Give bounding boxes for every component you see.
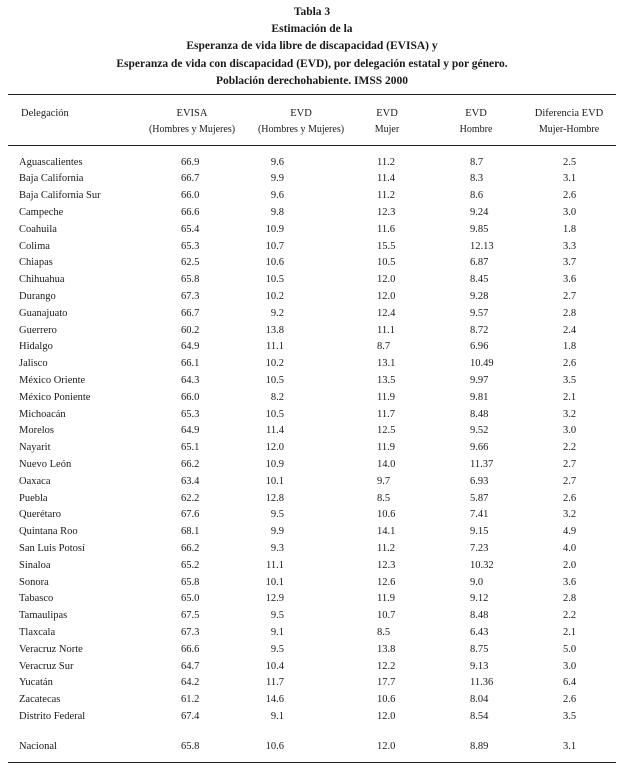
cell-diferencia: 3.0 — [563, 206, 577, 218]
cell-diferencia: 1.8 — [563, 341, 577, 353]
cell-evisa: 66.0 — [181, 190, 200, 202]
cell-evd-mujer: 12.0 — [377, 290, 396, 302]
cell-evd-mujer: 12.5 — [377, 425, 396, 437]
cell-evisa: 60.2 — [181, 324, 200, 336]
cell-evd-hombre: 9.85 — [470, 223, 489, 235]
cell-delegacion: Jalisco — [19, 358, 48, 370]
header-evd-total: EVD (Hombres y Mujeres) — [257, 108, 345, 135]
total-diferencia: 3.1 — [563, 741, 577, 752]
cell-evd: 10.2 — [265, 358, 284, 370]
caption-line: Población derechohabiente. IMSS 2000 — [215, 74, 409, 87]
cell-evd-hombre: 9.15 — [470, 526, 489, 538]
header-evd-mujer: EVD Mujer — [374, 108, 400, 135]
cell-evd-mujer: 11.2 — [377, 190, 395, 202]
cell-evd: 9.2 — [270, 307, 284, 319]
cell-evd: 9.6 — [270, 156, 284, 168]
table-row — [0, 272, 624, 289]
cell-diferencia: 2.7 — [563, 475, 577, 487]
cell-evd: 11.1 — [266, 341, 284, 353]
header-evisa: EVISA (Hombres y Mujeres) — [148, 108, 236, 135]
cell-evd-hombre: 7.23 — [470, 542, 489, 554]
table-row — [0, 407, 624, 424]
cell-evisa: 66.1 — [181, 358, 200, 370]
cell-evd-mujer: 12.3 — [377, 559, 396, 571]
cell-evd-hombre: 8.48 — [470, 408, 489, 420]
total-row — [0, 739, 624, 756]
table-row — [0, 306, 624, 323]
table-row — [0, 507, 624, 524]
cell-delegacion: Querétaro — [19, 509, 61, 521]
cell-evd-hombre: 9.97 — [470, 374, 489, 386]
total-evisa: 65.8 — [181, 741, 200, 752]
cell-evd-hombre: 8.75 — [470, 643, 489, 655]
cell-delegacion: San Luis Potosí — [19, 542, 85, 554]
cell-delegacion: México Oriente — [19, 374, 86, 386]
cell-evd-hombre: 9.0 — [470, 576, 484, 588]
cell-diferencia: 2.7 — [563, 458, 577, 470]
table-row — [0, 188, 624, 205]
cell-evisa: 66.7 — [181, 173, 200, 185]
cell-evd-hombre: 12.13 — [470, 240, 494, 252]
cell-evd-hombre: 9.52 — [470, 425, 489, 437]
cell-evd-hombre: 6.87 — [470, 257, 489, 269]
cell-delegacion: Veracruz Sur — [19, 660, 74, 672]
cell-evd-mujer: 8.7 — [377, 341, 391, 353]
table-row — [0, 558, 624, 575]
cell-delegacion: Yucatán — [19, 677, 53, 689]
table-row — [0, 692, 624, 709]
cell-evd: 9.1 — [270, 710, 284, 722]
cell-evisa: 66.6 — [181, 206, 200, 218]
table-label: Tabla 3 — [293, 6, 331, 18]
cell-evisa: 65.3 — [181, 408, 200, 420]
cell-diferencia: 2.2 — [563, 442, 577, 454]
cell-evd: 10.5 — [265, 274, 284, 286]
cell-evd: 12.9 — [265, 593, 284, 605]
cell-evisa: 64.9 — [181, 425, 200, 437]
cell-delegacion: Sonora — [19, 576, 49, 588]
table-row — [0, 675, 624, 692]
cell-delegacion: Coahuila — [19, 223, 57, 235]
cell-evisa: 64.7 — [181, 660, 200, 672]
cell-evd: 9.9 — [270, 173, 284, 185]
cell-diferencia: 3.6 — [563, 274, 577, 286]
cell-diferencia: 3.5 — [563, 710, 577, 722]
cell-evd-hombre: 8.72 — [470, 324, 489, 336]
cell-delegacion: Sinaloa — [19, 559, 51, 571]
table-row — [0, 591, 624, 608]
cell-diferencia: 4.0 — [563, 542, 577, 554]
cell-evisa: 68.1 — [181, 526, 200, 538]
cell-evd-hombre: 9.57 — [470, 307, 489, 319]
cell-evd: 10.7 — [265, 240, 284, 252]
header-rule — [8, 145, 616, 146]
caption-line: Estimación de la — [271, 23, 353, 36]
cell-evd: 9.8 — [270, 206, 284, 218]
table-row — [0, 608, 624, 625]
total-evd-hombre: 8.89 — [470, 741, 489, 752]
cell-evd-hombre: 8.04 — [470, 694, 489, 706]
cell-delegacion: México Poniente — [19, 391, 91, 403]
table-row — [0, 255, 624, 272]
cell-evd-mujer: 11.2 — [377, 156, 395, 168]
cell-evd-hombre: 6.96 — [470, 341, 489, 353]
cell-delegacion: Chiapas — [19, 257, 53, 269]
table-row — [0, 339, 624, 356]
cell-evd-hombre: 8.45 — [470, 274, 489, 286]
cell-delegacion: Quintana Roo — [19, 526, 78, 538]
cell-evd-hombre: 9.81 — [470, 391, 489, 403]
cell-delegacion: Tlaxcala — [19, 626, 56, 638]
cell-delegacion: Campeche — [19, 206, 64, 218]
cell-evd-mujer: 10.5 — [377, 257, 396, 269]
cell-diferencia: 5.0 — [563, 643, 577, 655]
total-evd-mujer: 12.0 — [377, 741, 396, 752]
cell-evd-mujer: 11.9 — [377, 391, 395, 403]
cell-evisa: 66.2 — [181, 458, 200, 470]
cell-evisa: 62.5 — [181, 257, 200, 269]
table-row — [0, 659, 624, 676]
table-row — [0, 440, 624, 457]
cell-evd: 10.5 — [265, 374, 284, 386]
caption-line: Esperanza de vida con discapacidad (EVD), por delegación estatal y por género. — [116, 57, 508, 70]
cell-evisa: 65.8 — [181, 274, 200, 286]
cell-evisa: 67.3 — [181, 626, 200, 638]
cell-delegacion: Guanajuato — [19, 307, 68, 319]
cell-diferencia: 1.8 — [563, 223, 577, 235]
cell-diferencia: 2.8 — [563, 307, 577, 319]
cell-evisa: 67.5 — [181, 610, 200, 622]
cell-evd-mujer: 10.6 — [377, 694, 396, 706]
cell-delegacion: Aguascalientes — [19, 156, 83, 168]
cell-delegacion: Hidalgo — [19, 341, 53, 353]
cell-evisa: 66.7 — [181, 307, 200, 319]
cell-evd: 9.5 — [270, 509, 284, 521]
cell-diferencia: 3.0 — [563, 660, 577, 672]
table-row — [0, 457, 624, 474]
cell-evisa: 62.2 — [181, 492, 200, 504]
cell-diferencia: 6.4 — [563, 677, 577, 689]
cell-evisa: 65.0 — [181, 593, 200, 605]
cell-diferencia: 2.5 — [563, 156, 577, 168]
cell-diferencia: 4.9 — [563, 526, 577, 538]
cell-evd-mujer: 10.7 — [377, 610, 396, 622]
cell-evd-hombre: 6.43 — [470, 626, 489, 638]
cell-evd: 10.6 — [265, 257, 284, 269]
cell-evd: 14.6 — [265, 694, 284, 706]
cell-evd-mujer: 12.3 — [377, 206, 396, 218]
cell-evd-mujer: 12.6 — [377, 576, 396, 588]
cell-evd: 9.5 — [270, 643, 284, 655]
cell-diferencia: 2.8 — [563, 593, 577, 605]
cell-diferencia: 3.5 — [563, 374, 577, 386]
cell-evd-hombre: 9.12 — [470, 593, 489, 605]
cell-evd: 10.4 — [265, 660, 284, 672]
cell-evisa: 65.8 — [181, 576, 200, 588]
cell-evd-mujer: 12.4 — [377, 307, 396, 319]
cell-evisa: 63.4 — [181, 475, 200, 487]
cell-evd-hombre: 11.37 — [470, 458, 494, 470]
table-row — [0, 423, 624, 440]
total-evd: 10.6 — [265, 741, 284, 752]
cell-evd: 10.5 — [265, 408, 284, 420]
cell-evd-hombre: 6.93 — [470, 475, 489, 487]
cell-evd-hombre: 7.41 — [470, 509, 489, 521]
table-row — [0, 323, 624, 340]
cell-evisa: 64.9 — [181, 341, 200, 353]
cell-evd-mujer: 11.9 — [377, 593, 395, 605]
cell-evd-hombre: 11.36 — [470, 677, 494, 689]
cell-delegacion: Durango — [19, 290, 56, 302]
cell-evd-hombre: 8.3 — [470, 173, 484, 185]
cell-evd-hombre: 10.32 — [470, 559, 494, 571]
cell-diferencia: 3.1 — [563, 173, 577, 185]
cell-evd: 10.2 — [265, 290, 284, 302]
table-row — [0, 239, 624, 256]
table-row — [0, 642, 624, 659]
cell-delegacion: Distrito Federal — [19, 710, 86, 722]
cell-evd-hombre: 5.87 — [470, 492, 489, 504]
cell-diferencia: 2.6 — [563, 190, 577, 202]
table-row — [0, 222, 624, 239]
cell-evd-mujer: 8.5 — [377, 626, 391, 638]
cell-evisa: 65.4 — [181, 223, 200, 235]
table-row — [0, 625, 624, 642]
cell-evd-mujer: 13.8 — [377, 643, 396, 655]
cell-delegacion: Zacatecas — [19, 694, 61, 706]
table-row — [0, 155, 624, 172]
cell-diferencia: 3.0 — [563, 425, 577, 437]
bottom-rule — [8, 762, 616, 763]
cell-diferencia: 2.2 — [563, 610, 577, 622]
cell-diferencia: 2.1 — [563, 626, 577, 638]
cell-evd-mujer: 12.0 — [377, 274, 396, 286]
cell-diferencia: 3.7 — [563, 257, 577, 269]
cell-evisa: 64.2 — [181, 677, 200, 689]
cell-evd: 9.5 — [270, 610, 284, 622]
table-row — [0, 289, 624, 306]
cell-evd: 10.9 — [265, 458, 284, 470]
cell-evd: 8.2 — [270, 391, 284, 403]
cell-evd-hombre: 8.54 — [470, 710, 489, 722]
cell-evisa: 66.0 — [181, 391, 200, 403]
cell-evd: 11.4 — [266, 425, 284, 437]
cell-evd: 12.8 — [265, 492, 284, 504]
header-delegacion: Delegación — [21, 108, 69, 119]
cell-diferencia: 2.6 — [563, 492, 577, 504]
cell-evd: 9.1 — [270, 626, 284, 638]
cell-evd-mujer: 13.1 — [377, 358, 396, 370]
cell-delegacion: Baja California Sur — [19, 190, 101, 202]
cell-evisa: 66.2 — [181, 542, 200, 554]
cell-evd: 9.6 — [270, 190, 284, 202]
table-row — [0, 491, 624, 508]
cell-evd: 11.7 — [266, 677, 284, 689]
cell-delegacion: Baja California — [19, 173, 84, 185]
cell-evisa: 65.2 — [181, 559, 200, 571]
cell-evisa: 66.6 — [181, 643, 200, 655]
cell-evisa: 61.2 — [181, 694, 200, 706]
cell-evd-mujer: 14.1 — [377, 526, 396, 538]
cell-evisa: 64.3 — [181, 374, 200, 386]
cell-delegacion: Nuevo León — [19, 458, 72, 470]
cell-delegacion: Oaxaca — [19, 475, 51, 487]
cell-diferencia: 2.4 — [563, 324, 577, 336]
cell-evd-mujer: 11.1 — [377, 324, 395, 336]
cell-delegacion: Morelos — [19, 425, 54, 437]
cell-delegacion: Tabasco — [19, 593, 54, 605]
cell-diferencia: 2.6 — [563, 358, 577, 370]
cell-delegacion: Puebla — [19, 492, 48, 504]
cell-evd-mujer: 11.7 — [377, 408, 395, 420]
cell-diferencia: 2.0 — [563, 559, 577, 571]
cell-diferencia: 3.2 — [563, 509, 577, 521]
cell-evd-mujer: 17.7 — [377, 677, 396, 689]
table-row — [0, 356, 624, 373]
cell-evd-mujer: 12.2 — [377, 660, 396, 672]
cell-evd-mujer: 11.6 — [377, 223, 395, 235]
cell-evd-mujer: 9.7 — [377, 475, 391, 487]
table-row — [0, 524, 624, 541]
cell-evisa: 65.3 — [181, 240, 200, 252]
cell-delegacion: Tamaulipas — [19, 610, 68, 622]
cell-delegacion: Guerrero — [19, 324, 57, 336]
cell-delegacion: Chihuahua — [19, 274, 65, 286]
table-row — [0, 205, 624, 222]
cell-evisa: 67.4 — [181, 710, 200, 722]
caption-line: Esperanza de vida libre de discapacidad (EVISA) y — [186, 40, 438, 53]
cell-evd: 12.0 — [265, 442, 284, 454]
cell-evisa: 65.1 — [181, 442, 200, 454]
cell-evd: 10.1 — [265, 576, 284, 588]
cell-diferencia: 3.3 — [563, 240, 577, 252]
cell-evd-mujer: 11.4 — [377, 173, 395, 185]
cell-evd-hombre: 10.49 — [470, 358, 494, 370]
table-caption — [0, 4, 624, 90]
cell-evisa: 67.3 — [181, 290, 200, 302]
table-row — [0, 541, 624, 558]
cell-evisa: 66.9 — [181, 156, 200, 168]
cell-evd-mujer: 10.6 — [377, 509, 396, 521]
cell-evd-mujer: 8.5 — [377, 492, 391, 504]
cell-evd-hombre: 8.6 — [470, 190, 484, 202]
table-row — [0, 474, 624, 491]
cell-evd: 10.9 — [265, 223, 284, 235]
cell-evd-hombre: 9.66 — [470, 442, 489, 454]
total-label: Nacional — [19, 741, 57, 752]
cell-evd-mujer: 12.0 — [377, 710, 396, 722]
cell-evd-hombre: 8.7 — [470, 156, 484, 168]
cell-delegacion: Veracruz Norte — [19, 643, 83, 655]
table-row — [0, 575, 624, 592]
cell-diferencia: 2.1 — [563, 391, 577, 403]
cell-evd-hombre: 9.28 — [470, 290, 489, 302]
cell-evd-mujer: 11.2 — [377, 542, 395, 554]
cell-evd: 11.1 — [266, 559, 284, 571]
top-rule — [8, 94, 616, 95]
cell-diferencia: 3.2 — [563, 408, 577, 420]
table-row — [0, 373, 624, 390]
cell-diferencia: 2.7 — [563, 290, 577, 302]
header-diferencia: Diferencia EVD Mujer-Hombre — [534, 108, 604, 135]
cell-evd-hombre: 9.24 — [470, 206, 489, 218]
cell-evd: 9.3 — [270, 542, 284, 554]
cell-diferencia: 2.6 — [563, 694, 577, 706]
table-row — [0, 171, 624, 188]
cell-evd-mujer: 14.0 — [377, 458, 396, 470]
cell-evd: 9.9 — [270, 526, 284, 538]
cell-delegacion: Michoacán — [19, 408, 66, 420]
cell-evd: 13.8 — [265, 324, 284, 336]
cell-evd-hombre: 9.13 — [470, 660, 489, 672]
cell-diferencia: 3.6 — [563, 576, 577, 588]
cell-delegacion: Colima — [19, 240, 50, 252]
table-row — [0, 390, 624, 407]
cell-evd-mujer: 11.9 — [377, 442, 395, 454]
table-row — [0, 709, 624, 726]
cell-evd-mujer: 13.5 — [377, 374, 396, 386]
cell-evd: 10.1 — [265, 475, 284, 487]
cell-evd-mujer: 15.5 — [377, 240, 396, 252]
cell-evisa: 67.6 — [181, 509, 200, 521]
cell-evd-hombre: 8.48 — [470, 610, 489, 622]
header-evd-hombre: EVD Hombre — [459, 108, 493, 135]
cell-delegacion: Nayarit — [19, 442, 51, 454]
